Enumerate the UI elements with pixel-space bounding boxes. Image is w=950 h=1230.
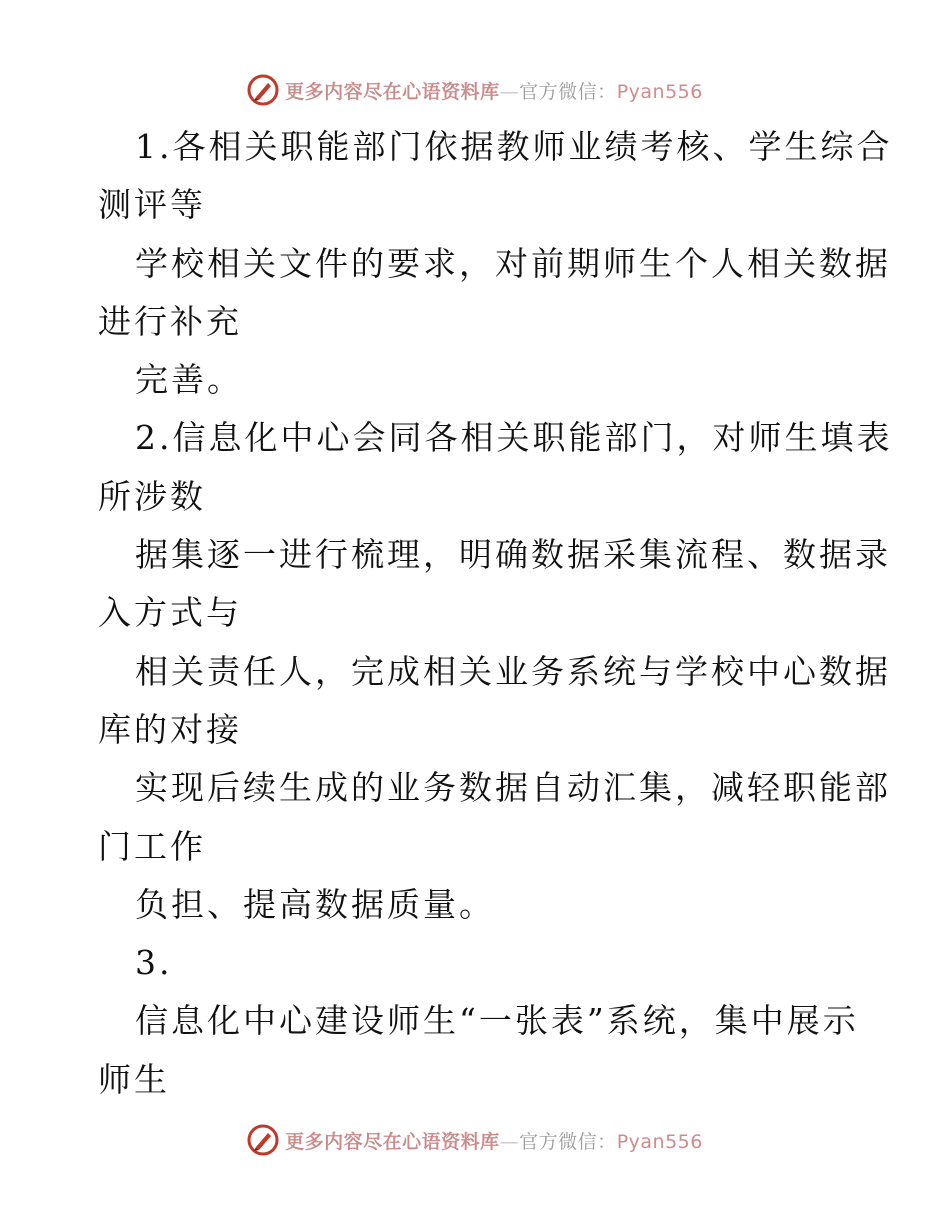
text-line: 相关责任人，完成相关业务系统与学校中心数据 (135, 651, 891, 691)
text-line: 进行补充 (98, 301, 242, 341)
watermark-brand: 更多内容尽在心语资料库 (285, 1130, 500, 1153)
watermark-dash: — (499, 80, 520, 103)
text-line: 师生 (98, 1059, 170, 1099)
watermark-id: Pyan556 (616, 80, 703, 103)
text-line: 门工作 (98, 826, 206, 866)
watermark-text (285, 1127, 703, 1154)
watermark-text (285, 77, 703, 104)
text-line: 所涉数 (98, 476, 206, 516)
text-line: 学校相关文件的要求，对前期师生个人相关数据 (135, 243, 891, 283)
text-line: 完善。 (135, 360, 243, 400)
text-line: 库的对接 (98, 709, 242, 749)
text-line: 负担、提高数据质量。 (135, 884, 495, 924)
text-line: 入方式与 (98, 593, 242, 633)
text-line: 信息化中心建设师生“一张表”系统，集中展示 (135, 1001, 859, 1041)
text-line: 3. (135, 943, 173, 983)
pen-logo-icon (247, 74, 279, 106)
footer-watermark (0, 1120, 950, 1160)
watermark-wechat: 官方微信： (519, 80, 617, 103)
text-line: 1.各相关职能部门依据教师业绩考核、学生综合 (135, 127, 893, 166)
text-line: 实现后续生成的业务数据自动汇集，减轻职能部 (135, 768, 891, 808)
text-line: 据集逐一进行梳理，明确数据采集流程、数据录 (135, 535, 891, 575)
watermark-brand: 更多内容尽在心语资料库 (285, 80, 500, 103)
pen-logo-icon (247, 1124, 279, 1156)
text-line: 2.信息化中心会同各相关职能部门，对师生填表 (135, 418, 893, 458)
text-line: 测评等 (98, 185, 206, 225)
watermark-dash: — (499, 1130, 520, 1153)
watermark-id: Pyan556 (616, 1130, 703, 1153)
document-body (98, 118, 893, 1109)
header-watermark (0, 70, 950, 110)
watermark-wechat: 官方微信： (519, 1130, 617, 1153)
